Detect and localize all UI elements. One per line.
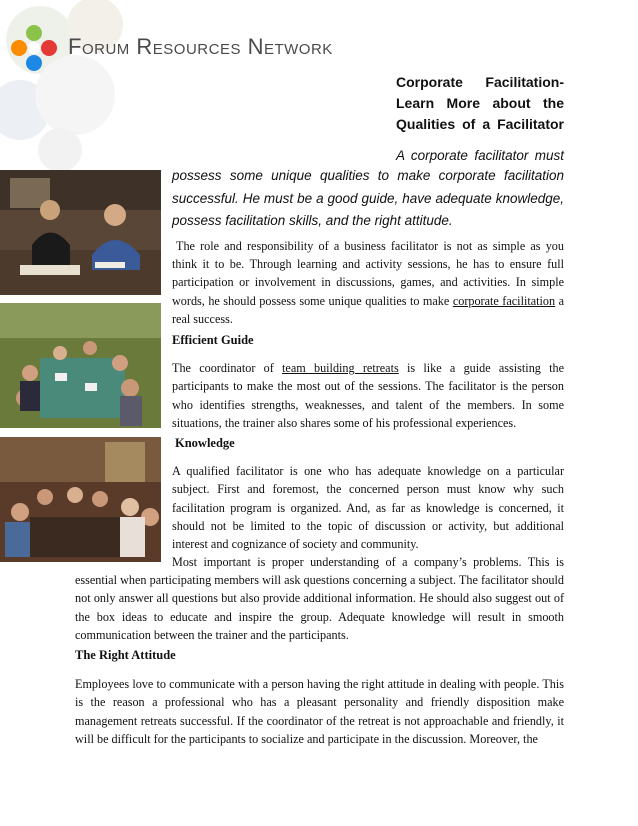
attitude-paragraph: Employees love to communicate with a person having the right attitude in dealing with people. This is the reason a professional who has a pleasant personality and friendly disposition make management retreats successful. If the coordinator of the retreat is not approachable and friendly, it will be difficult for the participants to socialize and participate in the discussion. Moreover, the <box>75 677 564 746</box>
photo-meeting-table <box>0 170 161 295</box>
section-heading: The Right Attitude <box>75 648 176 662</box>
section-efficient-guide <box>172 331 564 432</box>
knowledge-paragraph-2: Most important is proper understanding of a company’s problems. This is essential when participating members will ask questions concerning a subject. The facilitator should not only answer all questions but also provide additional information. He should also suggest out of the box ideas to educate and inspire the group. Adequate knowledge will result in smooth communication between the trainer and the participants. <box>75 555 564 642</box>
intro-text-2: a real success. <box>172 293 565 326</box>
knowledge-paragraph-1: A qualified facilitator is one who has adequate knowledge on a particular subject. First and foremost, the concerned person must know why such facilitation program is organized. And, as far as knowledge is concerned, it should not be limited to the topic of discussion or activity, but additional interest and cognizance of society and community. <box>172 464 564 552</box>
knowledge-continued <box>75 553 564 644</box>
brand-name: Forum Resources Network <box>68 34 333 59</box>
photo-outdoor-group <box>0 303 161 428</box>
intro-text-1: The role and responsibility of a business facilitator is not as simple as you think it to be. Through learning and activity sessions, he has to ensure full participation or involvement in discussions, games, and activities. In simple words, he should possess some unique qualities to make <box>172 239 564 308</box>
article-title: Corporate Facilitation- Learn More about the Qualities of a Facilitator <box>396 74 564 132</box>
corporate-facilitation-link[interactable]: corporate facilitation <box>452 293 556 308</box>
section-heading: Knowledge <box>175 436 235 450</box>
forum-logo-icon <box>10 24 58 72</box>
section-right-attitude <box>75 646 564 748</box>
section-knowledge <box>172 434 564 553</box>
lead-first-line: A corporate facilitator must <box>396 148 564 163</box>
intro-section <box>172 237 564 328</box>
photo-indoor-group <box>0 437 161 562</box>
lead-paragraph: possess some unique qualities to make corporate facilitation successful. He must be a good guide, have adequate knowledge, possess facilitation skills, and the right attitude. <box>172 168 564 228</box>
section-paragraph <box>172 359 564 432</box>
team-building-retreats-link[interactable]: team building retreats <box>282 361 399 376</box>
intro-paragraph <box>172 237 564 328</box>
section1-text-1: The coordinator of <box>172 361 274 376</box>
section1-text-2: is like a guide assisting the participants to make the most out of the sessions. The facilitator is the person who identifies strengths, weaknesses, and talent of the members. In some situations, the trainer also shares some of his professional experiences. <box>172 361 565 430</box>
section-heading: Efficient Guide <box>172 333 254 347</box>
